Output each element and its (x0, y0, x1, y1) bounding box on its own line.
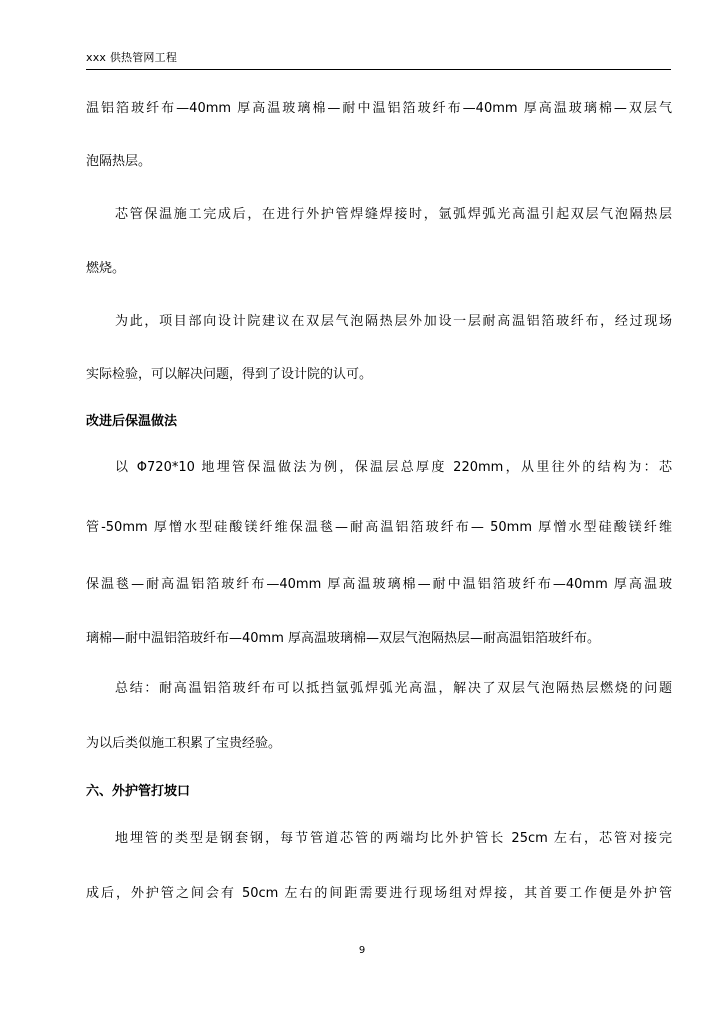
body-line: 保温毯—耐高温铝箔玻纤布—40mm 厚高温玻璃棉—耐中温铝箔玻纤布—40mm 厚高温玻 (86, 577, 672, 592)
body-line: 为此，项目部向设计院建议在双层气泡隔热层外加设一层耐高温铝箔玻纤布，经过现场 (115, 314, 672, 329)
body-line: 燃烧。 (86, 261, 126, 276)
page-number: 9 (358, 945, 366, 956)
body-line: 璃棉—耐中温铝箔玻纤布—40mm 厚高温玻璃棉—双层气泡隔热层—耐高温铝箔玻纤布。 (86, 631, 601, 646)
body-line: 芯管保温施工完成后，在进行外护管焊缝焊接时，氩弧焊弧光高温引起双层气泡隔热层 (115, 207, 672, 222)
body-line: 地埋管的类型是钢套钢，每节管道芯管的两端均比外护管长 25cm 左右，芯管对接完 (115, 831, 672, 846)
page-header-title: xxx 供热管网工程 (86, 51, 178, 64)
body-line: 成后，外护管之间会有 50cm 左右的间距需要进行现场组对焊接，其首要工作便是外护管 (86, 886, 672, 901)
section-heading: 改进后保温做法 (86, 414, 178, 429)
body-line: 为以后类似施工积累了宝贵经验。 (86, 736, 282, 751)
body-line: 以 Φ720*10 地埋管保温做法为例，保温层总厚度 220mm，从里往外的结构为：芯 (115, 460, 672, 475)
body-line: 实际检验，可以解决问题，得到了设计院的认可。 (86, 367, 373, 382)
body-line: 泡隔热层。 (86, 154, 152, 169)
body-line: 管-50mm 厚憎水型硅酸镁纤维保温毯—耐高温铝箔玻纤布— 50mm 厚憎水型硅酸镁纤维 (86, 520, 672, 535)
section-heading: 六、外护管打坡口 (86, 784, 191, 799)
body-line: 总结：耐高温铝箔玻纤布可以抵挡氩弧焊弧光高温，解决了双层气泡隔热层燃烧的问题 (115, 681, 672, 696)
header-divider (86, 69, 671, 70)
body-line: 温铝箔玻纤布—40mm 厚高温玻璃棉—耐中温铝箔玻纤布—40mm 厚高温玻璃棉—双层气 (86, 101, 672, 116)
